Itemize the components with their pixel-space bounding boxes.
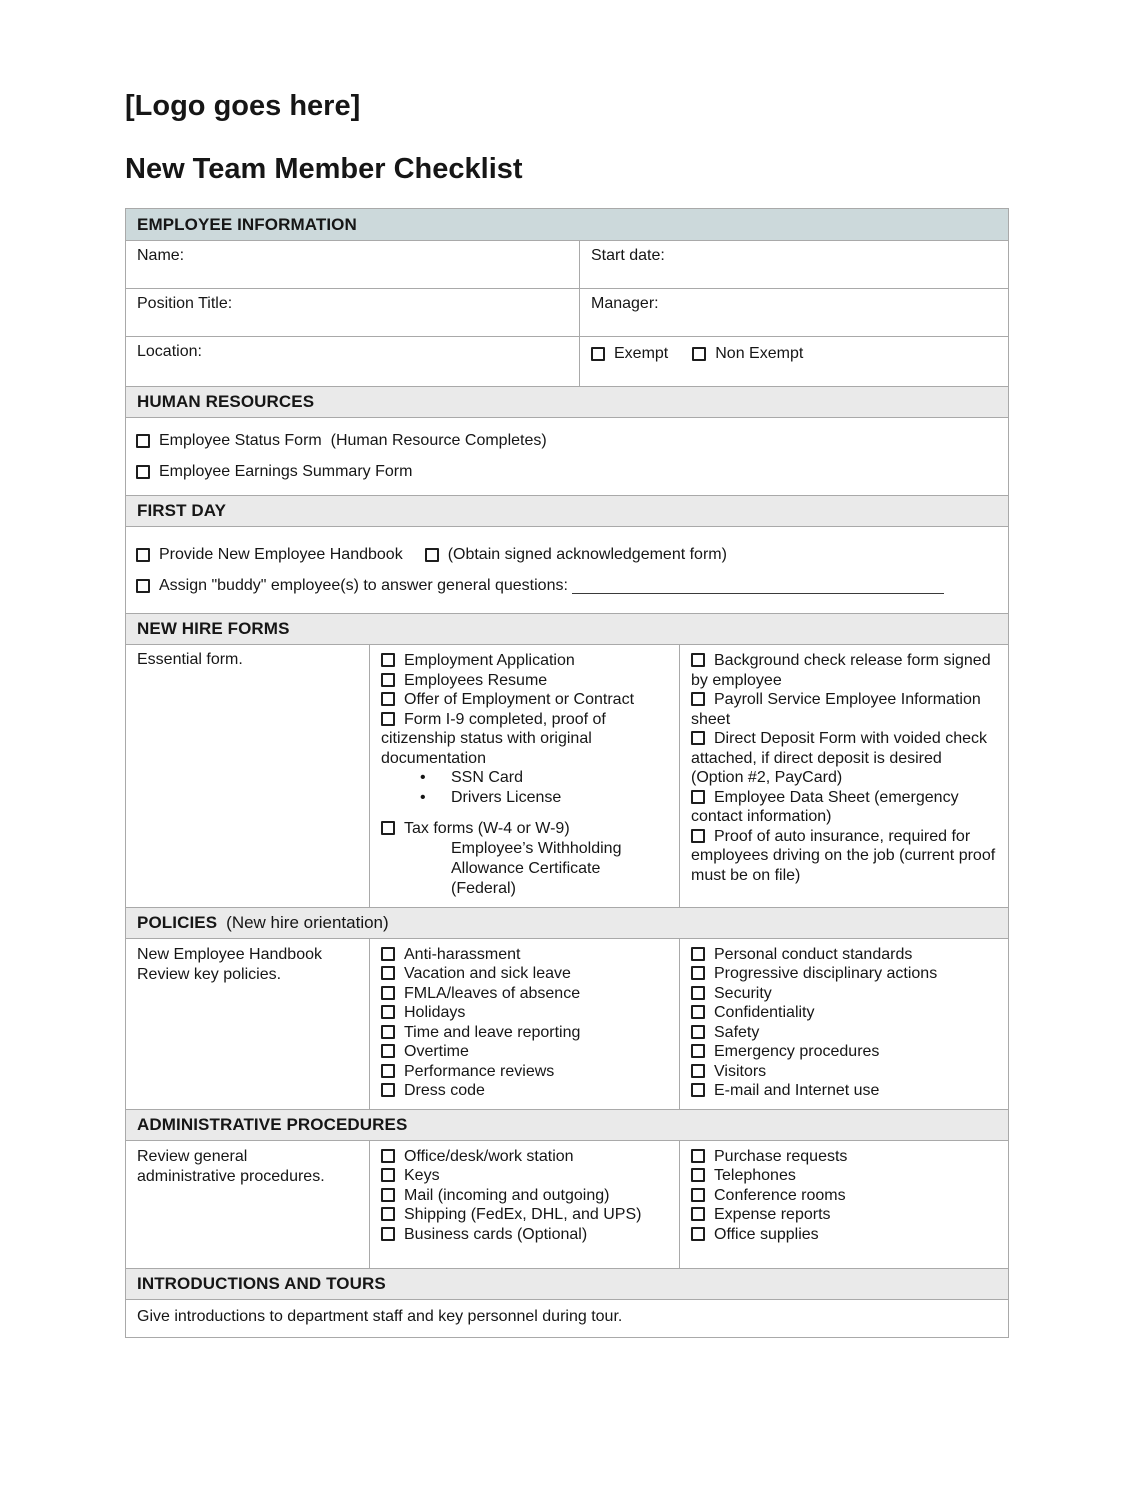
- checklist-item: [126, 570, 1008, 601]
- human-resources-items: [126, 418, 1008, 496]
- section-header-label: INTRODUCTIONS AND TOURS: [137, 1273, 386, 1293]
- new-hire-forms-column-2: [679, 645, 1008, 907]
- administrative-column-1: [369, 1141, 679, 1268]
- checklist-item: [381, 671, 669, 691]
- manager-field[interactable]: [579, 289, 1008, 336]
- exempt-checkbox[interactable]: [591, 347, 605, 361]
- page-title: New Team Member Checklist: [125, 153, 523, 185]
- checklist-item: [691, 1225, 998, 1245]
- name-label: Name:: [137, 247, 185, 264]
- bullet-item: [381, 768, 669, 788]
- checklist-item: [381, 651, 669, 671]
- checkbox[interactable]: [691, 1044, 705, 1058]
- checkbox[interactable]: [691, 966, 705, 980]
- checklist-item: [126, 425, 1008, 456]
- exempt-label: Exempt: [614, 345, 669, 362]
- checklist-item: [381, 819, 669, 839]
- checkbox-label: Time and leave reporting: [404, 1023, 581, 1041]
- checklist-item: [691, 964, 998, 984]
- checkbox-label: Security: [714, 984, 772, 1002]
- checkbox-label: Overtime: [404, 1043, 469, 1060]
- checkbox-label: (Obtain signed acknowledgement form): [447, 545, 727, 563]
- policies-row: [126, 939, 1008, 1110]
- checklist-item: [126, 456, 1008, 487]
- policies-column-2: [679, 939, 1008, 1109]
- row-intro-text: Review general administrative procedures.: [137, 1147, 325, 1185]
- logo-placeholder: [Logo goes here]: [125, 90, 361, 122]
- checklist-item: [381, 945, 669, 965]
- checkbox-label: Employees Resume: [404, 671, 548, 689]
- section-header-employee-information: [126, 209, 1008, 241]
- checklist-item: [691, 1023, 998, 1043]
- checkbox[interactable]: [136, 434, 150, 448]
- checkbox[interactable]: [691, 986, 705, 1000]
- checklist-item: [381, 984, 669, 1004]
- checklist-item: [381, 1166, 669, 1186]
- checklist-item: [691, 1186, 998, 1206]
- checkbox[interactable]: [381, 1207, 395, 1221]
- checkbox-label: Employee Data Sheet (emergency contact information): [691, 788, 964, 825]
- row-intro-cell: [126, 645, 369, 907]
- non-exempt-label: Non Exempt: [715, 345, 804, 362]
- checkbox-label: Provide New Employee Handbook: [159, 545, 403, 563]
- checkbox[interactable]: [381, 821, 395, 835]
- checklist-item: [381, 964, 669, 984]
- location-label: Location:: [137, 343, 202, 360]
- checklist-item: [691, 729, 998, 788]
- row-intro-text: New Employee Handbook Review key policies.: [137, 945, 322, 983]
- administrative-column-2: [679, 1141, 1008, 1268]
- bullet-label: SSN Card: [451, 769, 524, 786]
- section-header-human-resources: [126, 387, 1008, 418]
- row-intro-cell: [126, 1141, 369, 1268]
- checkbox-label: Keys: [404, 1167, 440, 1184]
- checkbox-label: Employee Earnings Summary Form: [159, 462, 413, 480]
- checkbox[interactable]: [691, 1025, 705, 1039]
- checkbox[interactable]: [381, 986, 395, 1000]
- checkbox[interactable]: [136, 579, 150, 593]
- checkbox[interactable]: [381, 1227, 395, 1241]
- checkbox[interactable]: [381, 692, 395, 706]
- checkbox[interactable]: [691, 1227, 705, 1241]
- checkbox-label: Emergency procedures: [714, 1043, 880, 1060]
- section-header-policies: [126, 908, 1008, 939]
- new-hire-forms-row: [126, 645, 1008, 908]
- checkbox-label: Visitors: [714, 1062, 767, 1080]
- checkbox-label: Direct Deposit Form with voided check attached, if direct deposit is desired (Option #2, PayCard): [691, 730, 992, 786]
- checkbox-label: FMLA/leaves of absence: [404, 984, 581, 1002]
- checkbox[interactable]: [691, 947, 705, 961]
- checkbox-label: Payroll Service Employee Information sheet: [691, 691, 986, 728]
- checkbox[interactable]: [425, 548, 439, 562]
- checkbox-label: Tax forms (W-4 or W-9): [404, 820, 570, 837]
- section-header-label: EMPLOYEE INFORMATION: [137, 214, 357, 234]
- checkbox[interactable]: [381, 653, 395, 667]
- checkbox-label: Telephones: [714, 1167, 796, 1184]
- checkbox-label: Holidays: [404, 1004, 466, 1021]
- checkbox-label: Proof of auto insurance, required for employees driving on the job (current proof must be on file): [691, 827, 1000, 884]
- bullet-label: Drivers License: [451, 789, 562, 806]
- checkbox-label: Offer of Employment or Contract: [404, 691, 635, 708]
- exempt-option: [591, 345, 668, 363]
- section-header-label: HUMAN RESOURCES: [137, 392, 315, 411]
- checkbox-label: Business cards (Optional): [404, 1225, 588, 1243]
- section-header-suffix: (New hire orientation): [226, 912, 389, 932]
- checkbox[interactable]: [381, 712, 395, 726]
- checklist-item: [691, 1062, 998, 1082]
- checkbox[interactable]: [691, 731, 705, 745]
- name-field[interactable]: [126, 241, 579, 288]
- bullet-item: [381, 788, 669, 808]
- checkbox[interactable]: [381, 673, 395, 687]
- checkbox-label: Performance reviews: [404, 1062, 555, 1080]
- fill-in-line[interactable]: [572, 578, 944, 594]
- exempt-status-cell: [579, 337, 1008, 386]
- checkbox[interactable]: [691, 1064, 705, 1078]
- new-hire-forms-column-1: [369, 645, 679, 907]
- checkbox[interactable]: [381, 966, 395, 980]
- checkbox-label: Expense reports: [714, 1206, 831, 1223]
- checkbox[interactable]: [691, 790, 705, 804]
- checkbox-label: Conference rooms: [714, 1186, 846, 1204]
- checkbox-label: Mail (incoming and outgoing): [404, 1186, 610, 1204]
- section-header-introductions-and-tours: [126, 1269, 1008, 1300]
- checkbox[interactable]: [381, 1025, 395, 1039]
- checkbox[interactable]: [136, 465, 150, 479]
- position-title-field[interactable]: [126, 289, 579, 336]
- checklist-item: [381, 1186, 669, 1206]
- row-intro-cell: [126, 939, 369, 1109]
- checkbox[interactable]: [136, 548, 150, 562]
- checkbox-label: Personal conduct standards: [714, 945, 913, 963]
- section-header-label: ADMINISTRATIVE PROCEDURES: [137, 1114, 408, 1134]
- checkbox-label: Office supplies: [714, 1225, 819, 1243]
- checklist-item: [381, 1205, 669, 1225]
- non-exempt-checkbox[interactable]: [692, 347, 706, 361]
- checkbox-label: Dress code: [404, 1082, 485, 1099]
- checkbox-label: Vacation and sick leave: [404, 965, 571, 982]
- start-date-label: Start date:: [591, 247, 665, 264]
- table-row: [126, 241, 1008, 289]
- checkbox-label: Anti-harassment: [404, 945, 521, 963]
- checkbox-label: Confidentiality: [714, 1004, 815, 1021]
- first-day-items: [126, 527, 1008, 614]
- checklist-item: [381, 690, 669, 710]
- checkbox-label: Shipping (FedEx, DHL, and UPS): [404, 1206, 642, 1223]
- document-page: [125, 0, 1009, 1338]
- checkbox-label: E-mail and Internet use: [714, 1082, 880, 1099]
- checklist-item: [691, 651, 998, 690]
- checkbox-label: Employee Status Form (Human Resource Completes): [159, 431, 547, 449]
- table-row: [126, 337, 1008, 387]
- checklist-item: [381, 1147, 669, 1167]
- checklist-table: [125, 208, 1009, 1338]
- checkbox[interactable]: [381, 1064, 395, 1078]
- checkbox[interactable]: [381, 1005, 395, 1019]
- checklist-item: [691, 788, 998, 827]
- checkbox-label: Assign "buddy" employee(s) to answer general questions:: [159, 576, 568, 594]
- checkbox[interactable]: [691, 1188, 705, 1202]
- checkbox[interactable]: [691, 1005, 705, 1019]
- checkbox[interactable]: [691, 1149, 705, 1163]
- checklist-item: [691, 945, 998, 965]
- policies-column-1: [369, 939, 679, 1109]
- table-row: [126, 289, 1008, 337]
- non-exempt-option: [692, 345, 803, 363]
- checklist-item: [381, 1023, 669, 1043]
- row-intro-text: Essential form.: [137, 651, 243, 668]
- checklist-item: [381, 1042, 669, 1062]
- checkbox[interactable]: [691, 653, 705, 667]
- checklist-item: [381, 710, 669, 769]
- checklist-item: [381, 1062, 669, 1082]
- checkbox[interactable]: [381, 1188, 395, 1202]
- checkbox-label: Background check release form signed by employee: [691, 652, 996, 689]
- checklist-item: [691, 1166, 998, 1186]
- tax-form-subtext: Employee’s Withholding Allowance Certificate (Federal): [451, 839, 622, 897]
- start-date-field[interactable]: [579, 241, 1008, 288]
- section-header-label: FIRST DAY: [137, 501, 227, 520]
- checklist-item: [691, 1081, 998, 1101]
- checkbox-label: Office/desk/work station: [404, 1147, 574, 1165]
- section-header-administrative-procedures: [126, 1110, 1008, 1141]
- checklist-item: [691, 984, 998, 1004]
- checklist-item: [381, 1225, 669, 1245]
- checkbox-label: Employment Application: [404, 652, 575, 669]
- checklist-item: [691, 827, 998, 886]
- checkbox-label: Form I-9 completed, proof of citizenship status with original documentation: [381, 710, 611, 767]
- position-title-label: Position Title:: [137, 295, 233, 312]
- checkbox[interactable]: [691, 1083, 705, 1097]
- checkbox-label: Safety: [714, 1023, 760, 1041]
- checkbox[interactable]: [381, 1044, 395, 1058]
- checkbox[interactable]: [691, 692, 705, 706]
- administrative-procedures-row: [126, 1141, 1008, 1269]
- checkbox[interactable]: [381, 1149, 395, 1163]
- location-field[interactable]: [126, 337, 579, 386]
- checklist-item: [381, 1003, 669, 1023]
- checkbox[interactable]: [381, 1083, 395, 1097]
- checkbox[interactable]: [381, 1168, 395, 1182]
- checkbox[interactable]: [691, 1168, 705, 1182]
- checklist-item: [691, 690, 998, 729]
- checklist-item: [691, 1003, 998, 1023]
- section-header-label: NEW HIRE FORMS: [137, 619, 290, 638]
- introductions-note-text: Give introductions to department staff and key personnel during tour.: [137, 1307, 623, 1325]
- checkbox[interactable]: [691, 1207, 705, 1221]
- section-header-first-day: [126, 496, 1008, 527]
- checkbox-label: Purchase requests: [714, 1147, 848, 1165]
- checkbox-label: Progressive disciplinary actions: [714, 965, 938, 982]
- checkbox[interactable]: [691, 829, 705, 843]
- checkbox[interactable]: [381, 947, 395, 961]
- section-header-new-hire-forms: [126, 614, 1008, 645]
- manager-label: Manager:: [591, 295, 659, 312]
- checklist-item: [691, 1042, 998, 1062]
- introductions-note: [126, 1300, 1008, 1337]
- checklist-item: [126, 539, 1008, 570]
- checklist-item: [691, 1147, 998, 1167]
- section-header-label: POLICIES: [137, 912, 218, 932]
- checklist-item: [381, 1081, 669, 1101]
- checklist-item: [691, 1205, 998, 1225]
